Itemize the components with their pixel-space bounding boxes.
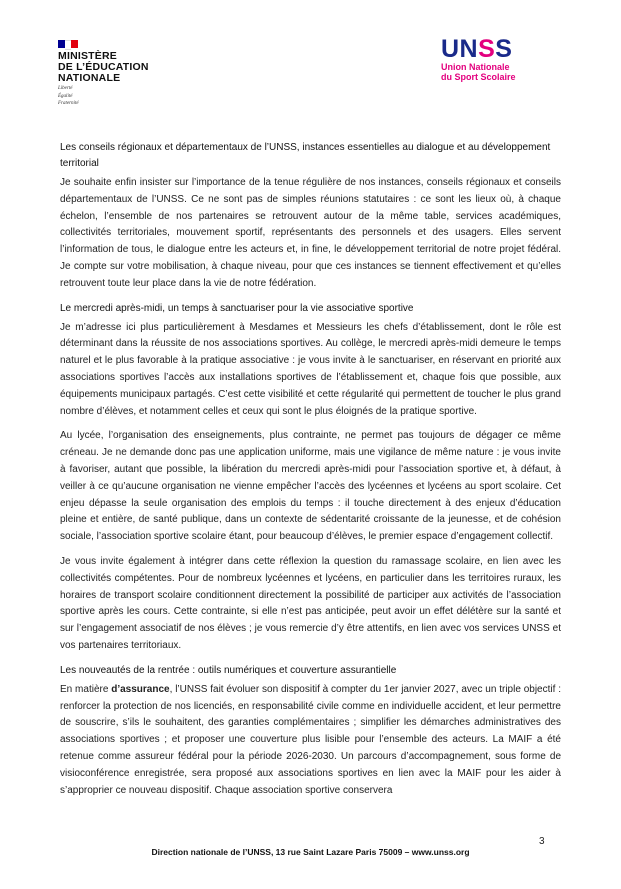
unss-logo bbox=[441, 36, 561, 82]
page-footer: Direction nationale de l’UNSS, 13 rue Saint Lazare Paris 75009 – www.unss.org bbox=[151, 847, 470, 857]
unss-brand: UNSS bbox=[441, 35, 513, 63]
ministry-line-2: DE L’ÉDUCATION bbox=[58, 61, 149, 73]
motto-liberte: Liberté bbox=[58, 86, 73, 91]
page-number: 3 bbox=[539, 836, 545, 847]
paragraph-conseils: Je souhaite enfin insister sur l’importance de la tenue régulière de nos instances, conseils régionaux et conseils départementaux de l’UNSS. Ce ne sont pas de simples réunions statutaires : ce sont les lieux où, à chaque échelon, l’ensemble de nos partenaires se retrouvent autour de la même table, services académiques, collectivités territoriales, mouvement sportif, représentants des personnels et des usagers. Elles servent l’information de tous, le dialogue entre les acteurs et, in fine, le développement territorial de notre projet fédéral. Je compte sur votre mobilisation, à chaque niveau, pour que ces instances se tiennent effectivement et qu’elles retrouvent toute leur place dans la vie de notre fédération. bbox=[60, 177, 561, 289]
section-heading-nouveautes: Les nouveautés de la rentrée : outils numériques et couverture assurantielle bbox=[60, 664, 397, 676]
ministry-logo bbox=[58, 40, 168, 107]
motto-egalite: Égalité bbox=[58, 93, 73, 99]
unss-tag-line-2: du Sport Scolaire bbox=[441, 72, 516, 82]
paragraph-college: Je m’adresse ici plus particulièrement à Mesdames et Messieurs les chefs d’établissement, dont le rôle est déterminant dans la réussite de nos associations sportives. Au collège, le mercredi après-midi demeure le temps naturel et le plus favorable à la pratique associative : je vous invite à le sanctuariser, en réservant en priorité aux associations sportives l’accès aux installations sportives de l’établissement et, chaque fois que possible, aux équipements municipaux partagés. C’est cette visibilité et cette régularité qui permettent de toucher le plus grand nombre d’élèves, et notamment celles et ceux qui sont le plus éloignés de la pratique sportive. bbox=[60, 321, 561, 417]
section-heading-conseils: Les conseils régionaux et départementaux de l’UNSS, instances essentielles au dialogue et au développement territorial bbox=[60, 142, 551, 169]
document-body bbox=[60, 140, 561, 807]
motto-fraternite: Fraternité bbox=[58, 101, 79, 106]
ministry-line-1: MINISTÈRE bbox=[58, 50, 117, 62]
section-heading-mercredi: Le mercredi après-midi, un temps à sanctuariser pour la vie associative sportive bbox=[60, 302, 414, 314]
paragraph-assurance: En matière d’assurance, l’UNSS fait évoluer son dispositif à compter du 1er janvier 2027, avec un triple objectif : renforcer la protection de nos licenciés, en responsabilité civile comme en individuelle accident, et leur permettre de souscrire, s’ils le souhaitent, des garanties complémentaires ; simplifier les démarches administratives des associations sportives ; et proposer une couverture plus lisible pour l’ensemble des acteurs. La MAIF a été retenue comme assureur fédéral pour la période 2026-2030. Un parcours d’accompagnement, sous forme de visioconférence enregistrée, sera proposé aux associations sportives en lien avec la MAIF pour les aider à s’approprier ce nouveau dispositif. Chaque association sportive conservera bbox=[60, 683, 561, 796]
paragraph-ramassage: Je vous invite également à intégrer dans cette réflexion la question du ramassage scolaire, en lien avec les collectivités compétentes. Pour de nombreux lycéennes et lycéens, en particulier dans les territoires ruraux, les horaires de transport scolaire conditionnent directement la possibilité de participer aux activités de l’association sportive après les cours. Cette contrainte, si elle n’est pas anticipée, peut avoir un effet délétère sur la santé et sur l’engagement associatif de nos élèves ; je vous remercie d’y être attentifs, en lien avec vos services UNSS et vos partenaires territoriaux. bbox=[60, 555, 561, 651]
ministry-line-3: NATIONALE bbox=[58, 72, 121, 84]
paragraph-lycee: Au lycée, l’organisation des enseignements, plus contrainte, ne permet pas toujours de dégager ce même créneau. Je ne demande donc pas une application uniforme, mais une vigilance de même nature : je vous invite à favoriser, autant que possible, la libération du mercredi après-midi pour l’association sportive et, à défaut, à veiller à ce qu’aucune organisation ne vienne empêcher l’accès des lycéennes et lycéens au sport scolaire. Cet enjeu dépasse la seule organisation des emplois du temps : il touche directement à des enjeux d’éducation pleine et entière, de santé publique, dans un contexte de sédentarité croissante de la jeunesse, et de cohésion sociale, l’association sportive scolaire étant, pour beaucoup d’élèves, le premier espace d’engagement collectif. bbox=[60, 430, 561, 543]
marianne-flag-icon bbox=[58, 40, 78, 48]
unss-tag-line-1: Union Nationale bbox=[441, 62, 510, 72]
